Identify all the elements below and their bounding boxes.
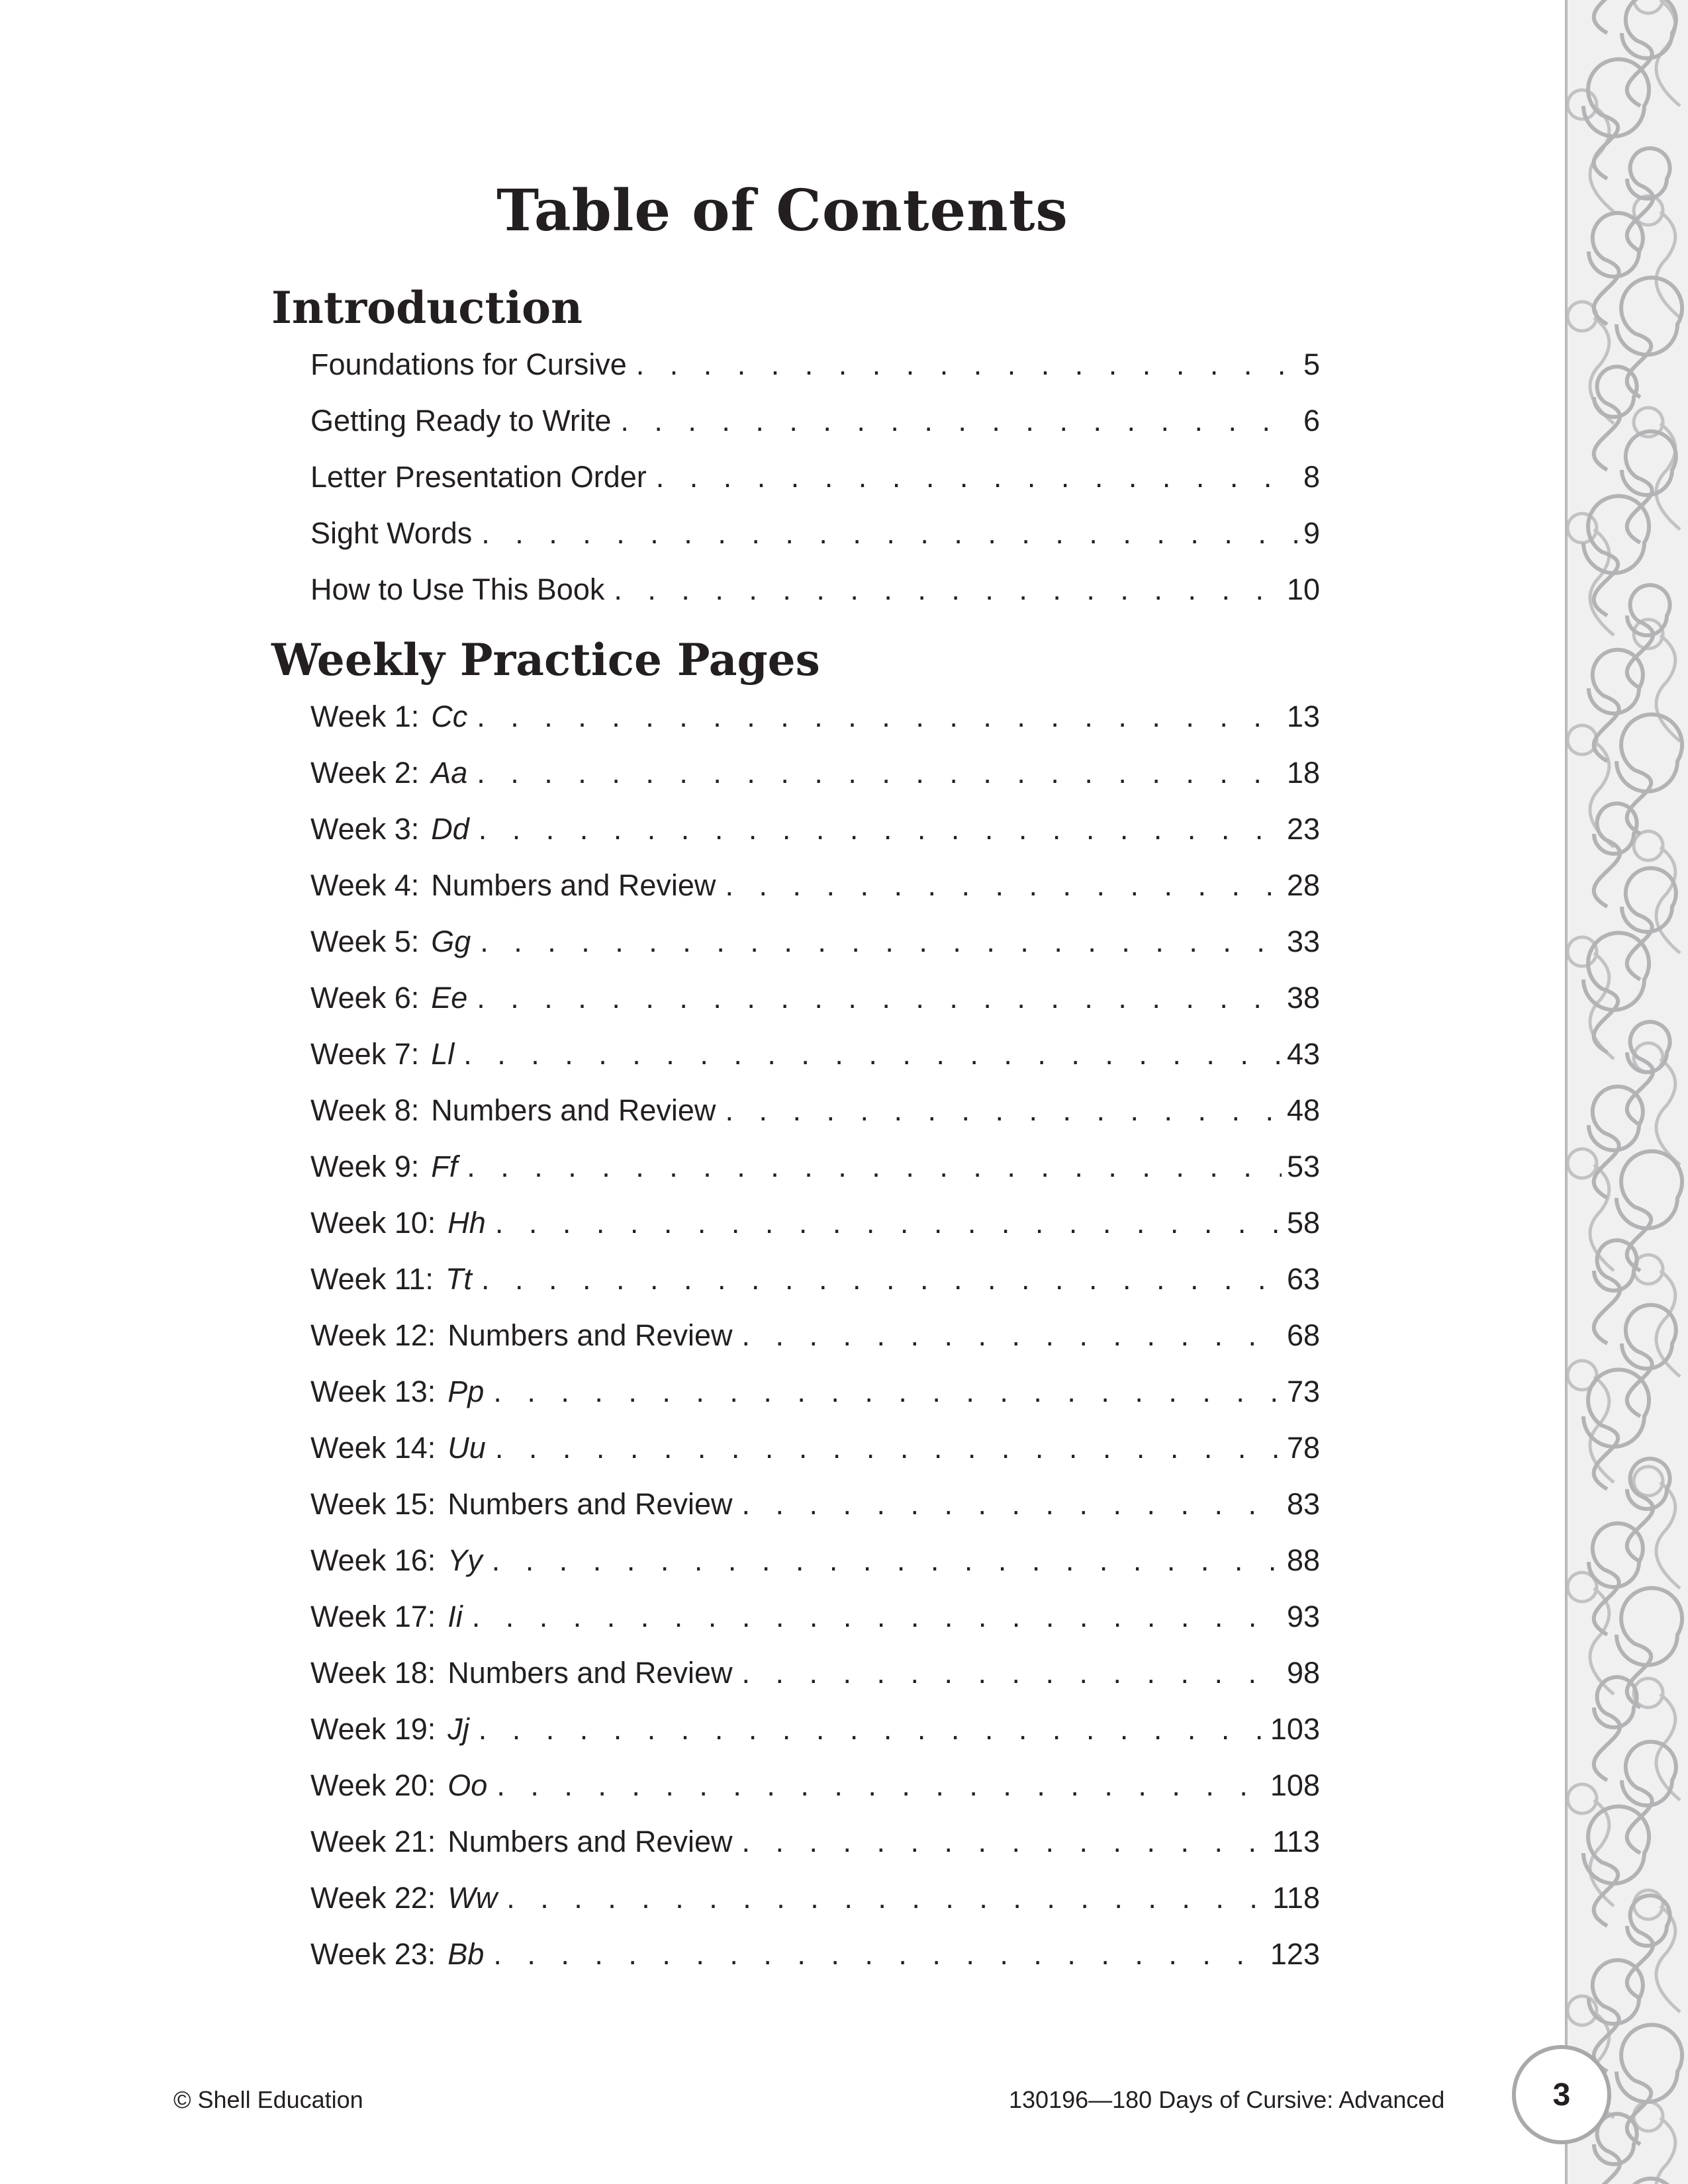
- entry-page-number: 123: [1270, 1937, 1320, 1971]
- entry-title: Sight Words: [310, 516, 473, 550]
- toc-entry: [310, 1150, 1320, 1206]
- entry-topic: Ii: [447, 1600, 463, 1633]
- entry-page-number: 88: [1286, 1543, 1320, 1577]
- entry-page-number: 78: [1286, 1431, 1320, 1465]
- dot-leader: [495, 1431, 1282, 1465]
- entry-topic: Numbers and Review: [431, 1093, 716, 1127]
- toc-entry: [310, 981, 1320, 1037]
- introduction-entry-list: [310, 347, 1320, 629]
- entry-title: [310, 1206, 486, 1240]
- dot-leader: [506, 1881, 1267, 1915]
- entry-page-number: 33: [1286, 925, 1320, 958]
- entry-title: How to Use This Book: [310, 572, 605, 606]
- toc-entry: [310, 868, 1320, 925]
- dot-leader: [472, 1600, 1282, 1634]
- entry-week-label: Week 1:: [310, 700, 420, 733]
- toc-entry: [310, 1825, 1320, 1881]
- entry-page-number: 23: [1286, 812, 1320, 846]
- dot-leader: [477, 981, 1282, 1015]
- entry-title: [310, 868, 716, 903]
- toc-entry: [310, 572, 1320, 629]
- dot-leader: [725, 868, 1282, 903]
- entry-page-number: 93: [1286, 1600, 1320, 1633]
- entry-week-label: Week 4:: [310, 868, 420, 902]
- toc-entry: [310, 1037, 1320, 1093]
- entry-page-number: 118: [1272, 1881, 1320, 1915]
- entry-title: Getting Ready to Write: [310, 404, 612, 437]
- dot-leader: [467, 1150, 1282, 1184]
- entry-title: [310, 812, 469, 846]
- dot-leader: [620, 404, 1298, 438]
- entry-page-number: 103: [1270, 1712, 1320, 1746]
- entry-week-label: Week 16:: [310, 1543, 436, 1577]
- toc-entry: [310, 1431, 1320, 1487]
- swirl-pattern: [1568, 0, 1688, 2184]
- entry-title: [310, 1150, 457, 1184]
- entry-page-number: 48: [1286, 1093, 1320, 1127]
- entry-week-label: Week 7:: [310, 1037, 420, 1071]
- entry-page-number: 28: [1286, 868, 1320, 902]
- entry-topic: Pp: [447, 1375, 485, 1408]
- toc-entry: [310, 1206, 1320, 1262]
- toc-entry: [310, 1881, 1320, 1937]
- entry-topic: Cc: [431, 700, 468, 733]
- entry-week-label: Week 15:: [310, 1487, 436, 1521]
- toc-entry: [310, 700, 1320, 756]
- entry-title: [310, 1487, 732, 1522]
- toc-entry: [310, 1487, 1320, 1543]
- toc-entry: [310, 516, 1320, 572]
- entry-topic: Jj: [447, 1712, 469, 1746]
- entry-title: [310, 1656, 732, 1690]
- entry-page-number: 58: [1286, 1206, 1320, 1240]
- entry-page-number: 8: [1303, 460, 1320, 494]
- entry-title: [310, 1543, 483, 1578]
- entry-week-label: Week 14:: [310, 1431, 436, 1465]
- toc-entry: [310, 812, 1320, 868]
- entry-topic: Ff: [431, 1150, 458, 1183]
- entry-title: [310, 1881, 497, 1915]
- toc-entry: [310, 1093, 1320, 1150]
- toc-entry: [310, 1712, 1320, 1768]
- toc-entry: [310, 1318, 1320, 1375]
- entry-title: Letter Presentation Order: [310, 460, 647, 494]
- dot-leader: [725, 1093, 1282, 1128]
- entry-page-number: 73: [1286, 1375, 1320, 1408]
- entry-title: [310, 1712, 469, 1747]
- dot-leader: [656, 460, 1298, 494]
- entry-title: Foundations for Cursive: [310, 347, 627, 381]
- section-heading-weekly-practice-pages: Weekly Practice Pages: [271, 634, 820, 686]
- entry-title: [310, 1768, 487, 1803]
- toc-entry: [310, 925, 1320, 981]
- entry-week-label: Week 22:: [310, 1881, 436, 1915]
- dot-leader: [636, 347, 1298, 382]
- weekly-entry-list: [310, 700, 1320, 1993]
- entry-page-number: 83: [1286, 1487, 1320, 1521]
- entry-topic: Hh: [447, 1206, 486, 1240]
- entry-topic: Ee: [431, 981, 468, 1015]
- dot-leader: [477, 756, 1282, 790]
- entry-topic: Yy: [447, 1543, 483, 1577]
- dot-leader: [492, 1543, 1282, 1578]
- toc-entry: [310, 1656, 1320, 1712]
- entry-week-label: Week 11:: [310, 1262, 434, 1296]
- toc-entry: [310, 460, 1320, 516]
- entry-title: [310, 756, 467, 790]
- entry-topic: Oo: [447, 1768, 488, 1802]
- entry-week-label: Week 6:: [310, 981, 420, 1015]
- dot-leader: [741, 1318, 1281, 1353]
- entry-topic: Numbers and Review: [447, 1487, 733, 1521]
- entry-topic: Numbers and Review: [431, 868, 716, 902]
- entry-week-label: Week 18:: [310, 1656, 436, 1690]
- entry-week-label: Week 20:: [310, 1768, 436, 1802]
- dot-leader: [479, 1712, 1265, 1747]
- decorative-swirl-border: [1565, 0, 1688, 2184]
- page-title: Table of Contents: [496, 177, 1068, 244]
- toc-entry: [310, 404, 1320, 460]
- toc-entry: [310, 1768, 1320, 1825]
- entry-week-label: Week 19:: [310, 1712, 436, 1746]
- toc-entry: [310, 1262, 1320, 1318]
- entry-title: [310, 1093, 716, 1128]
- dot-leader: [614, 572, 1282, 607]
- toc-entry: [310, 347, 1320, 404]
- toc-entry: [310, 1600, 1320, 1656]
- dot-leader: [481, 1262, 1282, 1297]
- entry-title: [310, 1262, 472, 1297]
- entry-week-label: Week 23:: [310, 1937, 436, 1971]
- dot-leader: [496, 1768, 1265, 1803]
- entry-week-label: Week 8:: [310, 1093, 420, 1127]
- entry-topic: Uu: [447, 1431, 486, 1465]
- entry-page-number: 18: [1286, 756, 1320, 790]
- entry-title: [310, 1037, 454, 1071]
- entry-page-number: 113: [1272, 1825, 1320, 1858]
- section-heading-introduction: Introduction: [271, 282, 583, 334]
- entry-topic: Gg: [431, 925, 471, 958]
- entry-title: [310, 1937, 484, 1972]
- entry-page-number: 43: [1286, 1037, 1320, 1071]
- entry-week-label: Week 17:: [310, 1600, 436, 1633]
- entry-topic: Tt: [445, 1262, 472, 1296]
- dot-leader: [495, 1206, 1282, 1240]
- dot-leader: [480, 925, 1282, 959]
- entry-page-number: 10: [1286, 572, 1320, 606]
- dot-leader: [463, 1037, 1282, 1071]
- footer-book-title: 130196—180 Days of Cursive: Advanced: [1009, 2086, 1445, 2113]
- dot-leader: [493, 1375, 1282, 1409]
- entry-page-number: 6: [1303, 404, 1320, 437]
- swirl-line: [1583, 0, 1682, 2184]
- entry-week-label: Week 2:: [310, 756, 420, 790]
- dot-leader: [741, 1656, 1281, 1690]
- entry-week-label: Week 12:: [310, 1318, 436, 1352]
- entry-title: [310, 925, 471, 959]
- entry-page-number: 108: [1270, 1768, 1320, 1802]
- toc-entry: [310, 1937, 1320, 1993]
- page-number-badge: 3: [1512, 2045, 1611, 2144]
- entry-title: [310, 1375, 484, 1409]
- entry-page-number: 63: [1286, 1262, 1320, 1296]
- entry-title: [310, 1318, 732, 1353]
- dot-leader: [481, 516, 1298, 551]
- dot-leader: [477, 700, 1282, 734]
- toc-entry: [310, 1375, 1320, 1431]
- entry-page-number: 53: [1286, 1150, 1320, 1183]
- entry-topic: Aa: [431, 756, 468, 790]
- entry-week-label: Week 3:: [310, 812, 420, 846]
- entry-week-label: Week 21:: [310, 1825, 436, 1858]
- entry-topic: Numbers and Review: [447, 1825, 733, 1858]
- entry-week-label: Week 9:: [310, 1150, 420, 1183]
- footer-copyright: © Shell Education: [173, 2086, 363, 2113]
- entry-topic: Ww: [447, 1881, 498, 1915]
- dot-leader: [479, 812, 1282, 846]
- entry-title: [310, 700, 467, 734]
- entry-title: [310, 1825, 732, 1859]
- entry-title: [310, 1431, 486, 1465]
- toc-entry: [310, 1543, 1320, 1600]
- entry-topic: Ll: [431, 1037, 455, 1071]
- dot-leader: [741, 1825, 1267, 1859]
- dot-leader: [741, 1487, 1281, 1522]
- entry-page-number: 9: [1303, 516, 1320, 550]
- entry-week-label: Week 13:: [310, 1375, 436, 1408]
- entry-page-number: 13: [1286, 700, 1320, 733]
- entry-title: [310, 981, 467, 1015]
- entry-week-label: Week 10:: [310, 1206, 436, 1240]
- entry-page-number: 5: [1303, 347, 1320, 381]
- toc-entry: [310, 756, 1320, 812]
- entry-week-label: Week 5:: [310, 925, 420, 958]
- entry-topic: Numbers and Review: [447, 1318, 733, 1352]
- dot-leader: [493, 1937, 1265, 1972]
- entry-page-number: 98: [1286, 1656, 1320, 1690]
- entry-page-number: 38: [1286, 981, 1320, 1015]
- entry-topic: Numbers and Review: [447, 1656, 733, 1690]
- entry-topic: Dd: [431, 812, 469, 846]
- entry-page-number: 68: [1286, 1318, 1320, 1352]
- entry-title: [310, 1600, 463, 1634]
- entry-topic: Bb: [447, 1937, 485, 1971]
